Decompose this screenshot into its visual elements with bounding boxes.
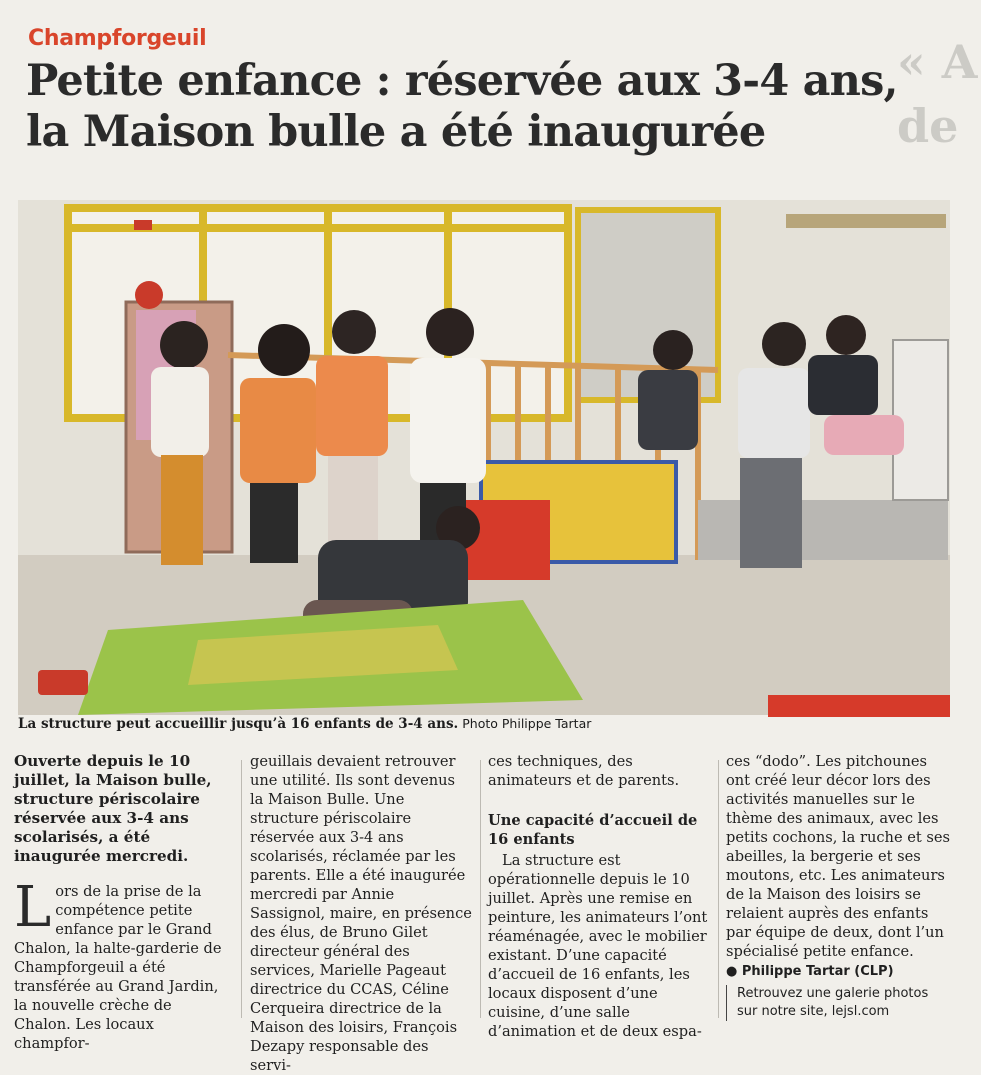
column-rule — [480, 760, 481, 1018]
adjacent-article-bleed: « A de — [897, 35, 978, 153]
column-rule — [718, 760, 719, 1018]
photo-illustration — [18, 200, 950, 715]
drop-cap: L — [14, 875, 52, 940]
column-1 — [14, 752, 232, 1053]
photo-credit: Photo Philippe Tartar — [462, 716, 592, 731]
column-rule — [241, 760, 242, 1018]
column-3-paragraph-2: La structure est opérationnelle depuis le 10 juillet. Après une remise en peinture, les animateurs l’ont réaménagée, avec le mobilier existant. D’une capacité d’accueil de 16 enfants, les locaux disposent d’une cuisine, d’une salle d’animation et de deux espa- — [488, 852, 708, 1040]
headline — [26, 56, 956, 158]
column-2 — [250, 752, 472, 1075]
column-4-body: ces “dodo”. Les pitchounes ont créé leur décor lors des activités manuelles sur le thème des animaux, avec les petits cochons, la ruche et ses abeilles, la bergerie et ses moutons, etc. Les animateurs de la Maison des loisirs se relaient auprès des enfants par équipe de deux, dont l’un spécialisé petite enfance. — [726, 753, 950, 960]
column-2-body: geuillais devaient retrouver une utilité. Ils sont devenus la Maison Bulle. Une structure périscolaire réservée aux 3-4 ans scolarisés, réclamée par les parents. Elle a été inaugurée mercredi par Annie Sassignol, maire, en présence des élus, de Bruno Gilet directeur général des services, Marielle Pageaut directrice du CCAS, Céline Cerqueira directrice de la Maison des loisirs, François Dezapy responsable des servi- — [250, 753, 472, 1074]
article-photo — [18, 200, 950, 715]
byline: ● Philippe Tartar (CLP) — [726, 964, 894, 979]
body-paragraph-1-start — [14, 875, 232, 1053]
column-1-body: ors de la prise de la compétence petite enfance par le Grand Chalon, la halte-garderie de Champforgeuil a été transférée au Grand Jardin, la nouvelle crèche de Chalon. Les locaux champfor- — [14, 883, 222, 1052]
column-3 — [488, 752, 710, 1041]
section-label: Champforgeuil — [28, 26, 207, 51]
headline-line-2: la Maison bulle a été inaugurée — [26, 107, 766, 157]
subheading: Une capacité d’accueil de 16 enfants — [488, 812, 698, 848]
standfirst: Ouverte depuis le 10 juillet, la Maison bulle, structure périscolaire réservée aux 3-4 ans scolarisés, a été inaugurée mercredi. — [14, 752, 212, 865]
photo-caption — [18, 716, 958, 732]
column-3-body: ces techniques, des animateurs et de parents. — [488, 753, 680, 789]
website-note: Retrouvez une galerie photos sur notre site, lejsl.com — [726, 985, 950, 1021]
caption-text: La structure peut accueillir jusqu’à 16 enfants de 3-4 ans. — [18, 716, 459, 732]
column-4 — [726, 752, 950, 1021]
headline-line-1: Petite enfance : réservée aux 3-4 ans, — [26, 56, 898, 106]
